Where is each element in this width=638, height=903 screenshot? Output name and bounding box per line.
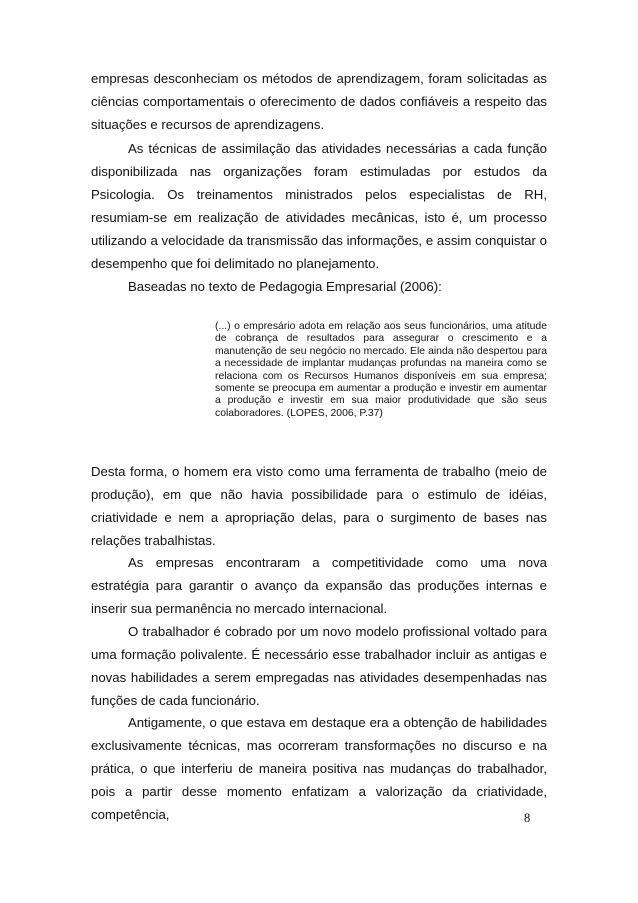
block-quote: (...) o empresário adota em relação aos seus funcionários, uma atitude de cobrança de resultados para assegurar o crescimento e a manutenção de seu negócio no mercado. Ele ainda não despertou para a necessidade de implantar mudanças profundas na maneira como se relaciona com os Recursos Humanos disponíveis em sua empresa; somente se preocupa em aumentar a produção e investir em aumentar a produção e investir em sua maior produtividade que são seus colaboradores. (LOPES, 2006, P.37) [215, 321, 547, 419]
paragraph-worker-tool: Desta forma, o homem era visto como uma ferramenta de trabalho (meio de produção), em que não havia possibilidade para o estimulo de idéias, criatividade e nem a apropriação delas, para o surgimento de bases nas relações trabalhistas. [91, 464, 547, 549]
paragraph-competitiveness: As empresas encontraram a competitividade como uma nova estratégia para garantir o avanço da expansão das produções internas e inserir sua permanência no mercado internacional. [91, 555, 547, 617]
page-number: 8 [524, 811, 531, 825]
paragraph-formerly: Antigamente, o que estava em destaque era a obtenção de habilidades exclusivamente técnicas, mas ocorreram transformações no discurso e na prática, o que interferiu de maneira positiva nas mudanças do trabalhador, pois a partir desse momento enfatizam a valorização da criatividade, competência, [91, 715, 547, 823]
paragraph-polyvalent: O trabalhador é cobrado por um novo modelo profissional voltado para uma formação polivalente. É necessário esse trabalhador incluir as antigas e novas habilidades a serem empregadas nas atividades desempenhadas nas funções de cada funcionário. [91, 624, 547, 709]
paragraph-techniques: As técnicas de assimilação das atividades necessárias a cada função disponibilizada nas organizações foram estimuladas por estudos da Psicologia. Os treinamentos ministrados pelos especialistas de RH, resumiam-se em realização de atividades mecânicas, isto é, um processo utilizando a velocidade da transmissão das informações, e assim conquistar o desempenho que foi delimitado no planejamento. [91, 141, 547, 272]
paragraph-continuation: empresas desconheciam os métodos de aprendizagem, foram solicitadas as ciências comportamentais o oferecimento de dados confiáveis a respeito das situações e recursos de aprendizagens. [91, 71, 547, 133]
paragraph-citation-intro: Baseadas no texto de Pedagogia Empresarial (2006): [128, 279, 442, 294]
